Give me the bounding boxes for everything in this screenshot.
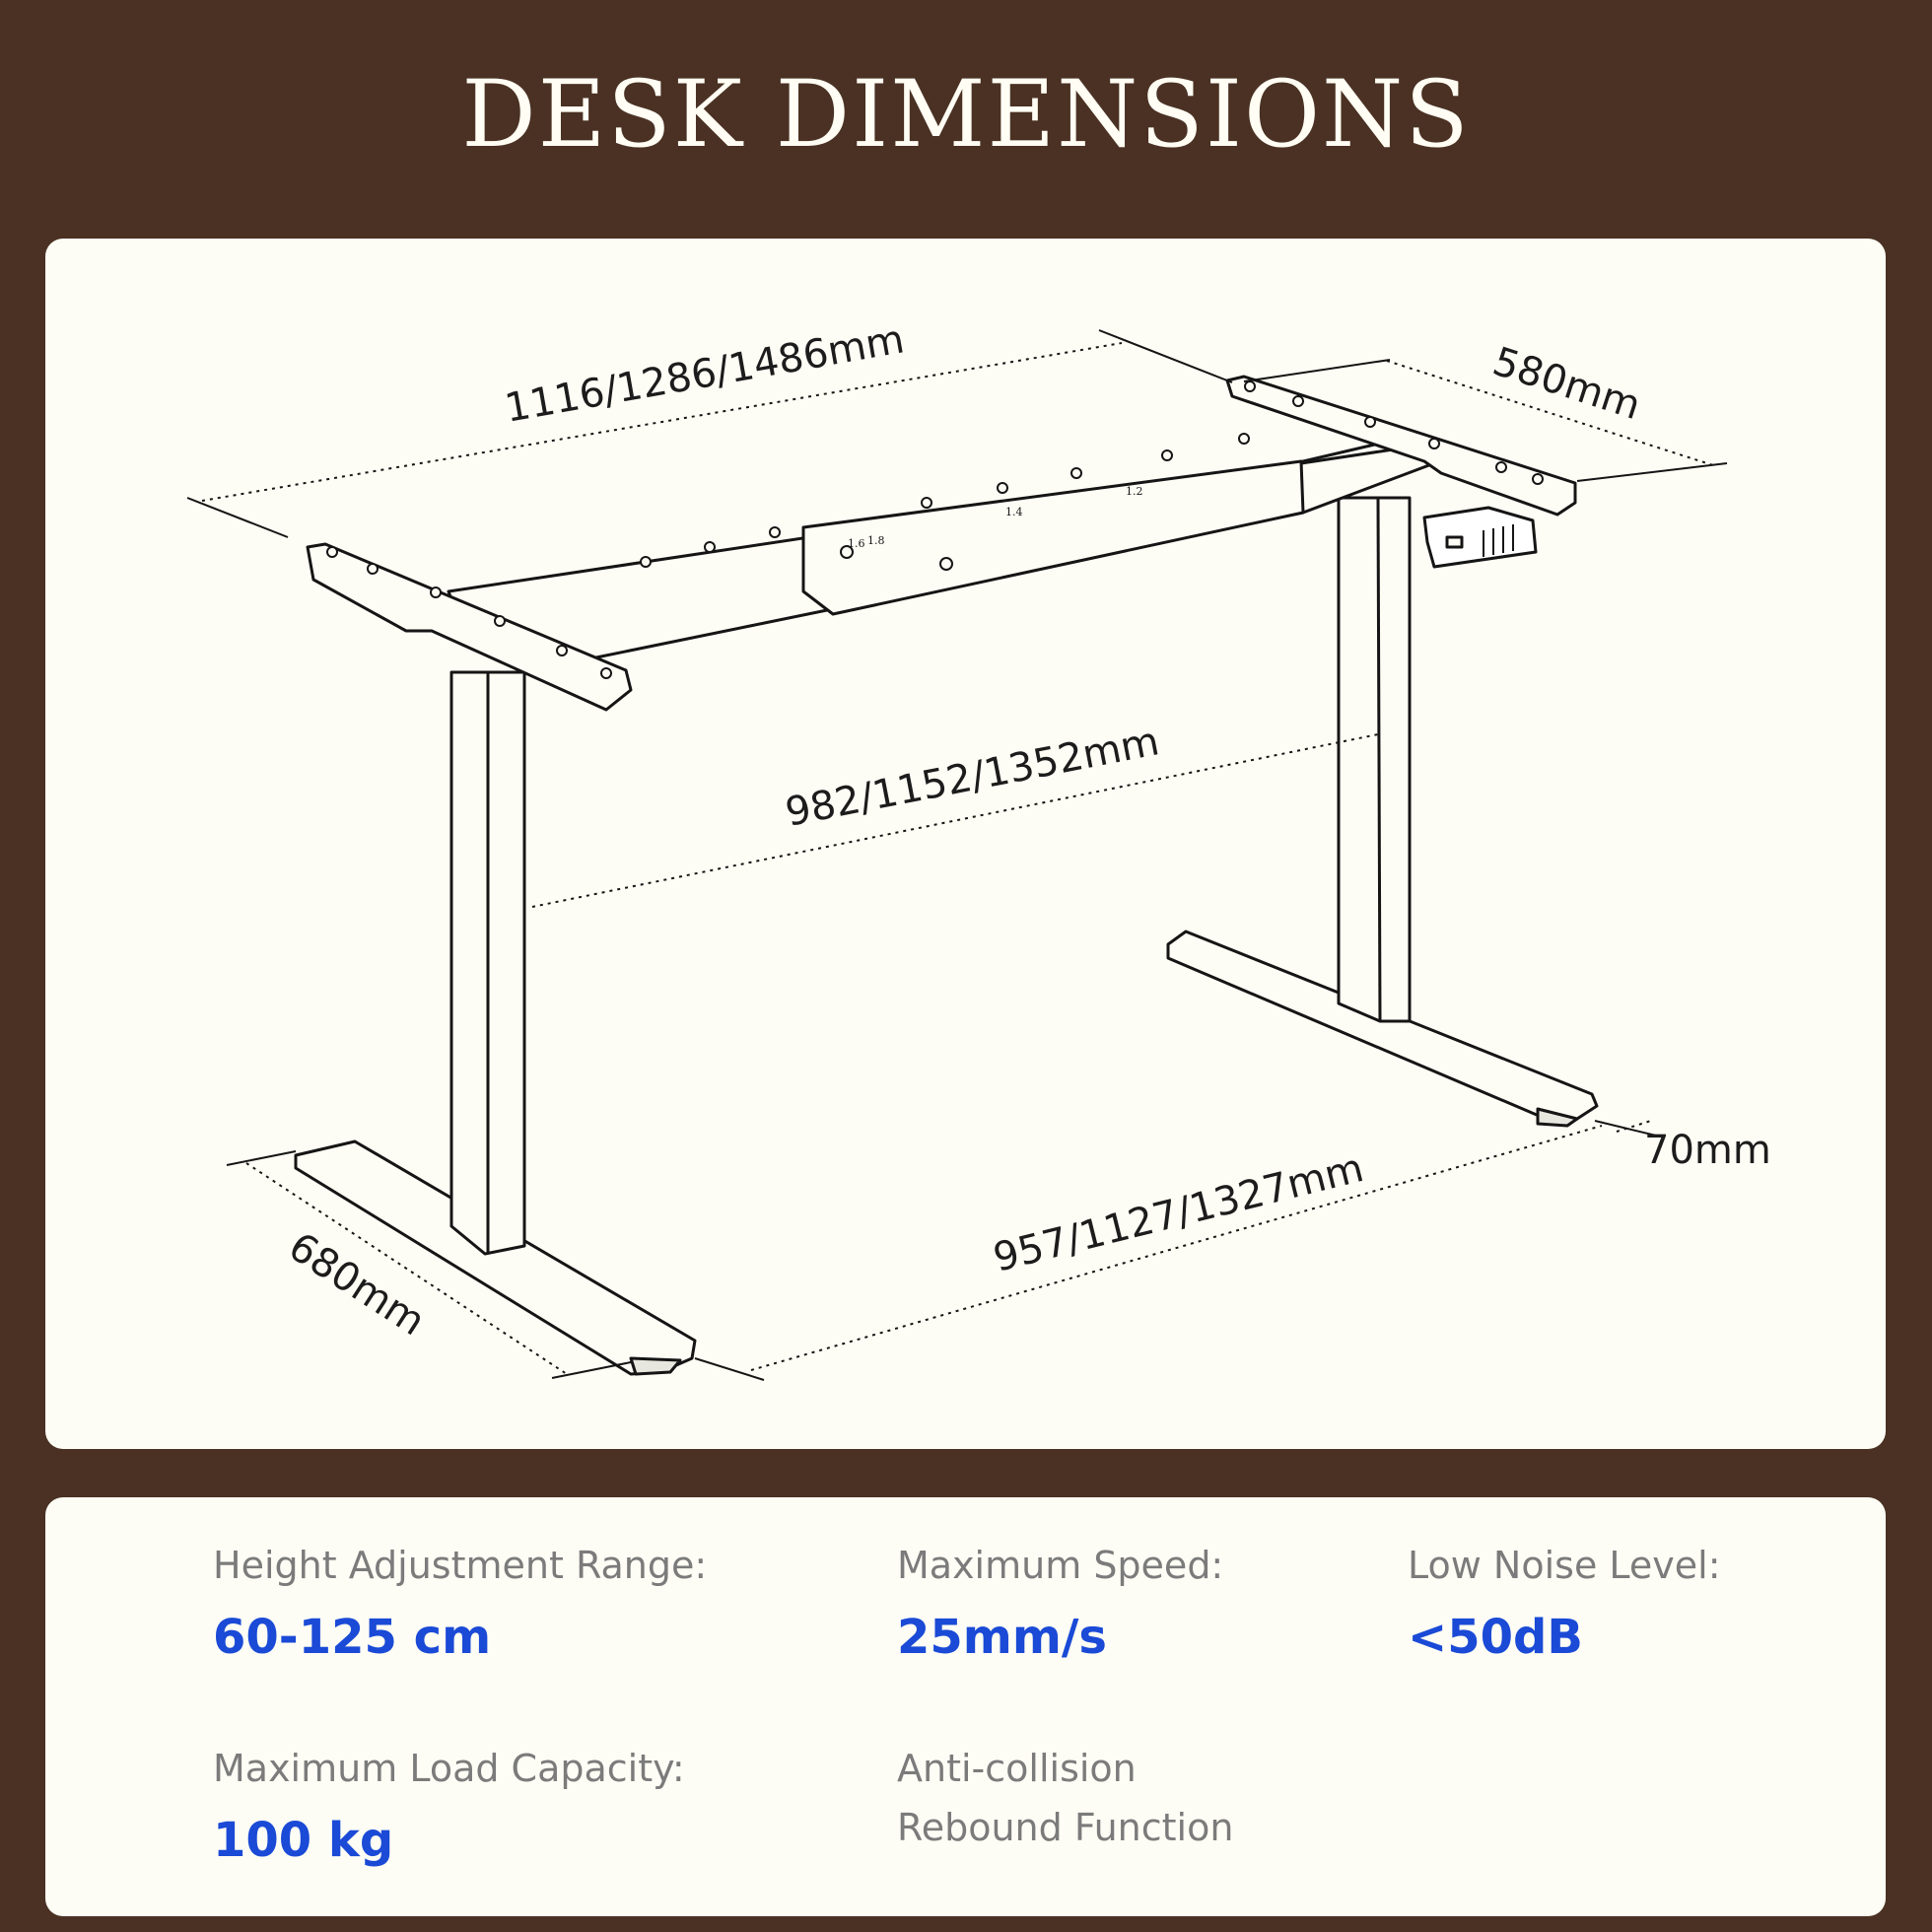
beam-marking: 1.2 xyxy=(1126,485,1143,498)
foot-width-label: 70mm xyxy=(1644,1128,1771,1173)
beam-marking: 1.8 xyxy=(867,534,885,547)
beam-marking: 1.4 xyxy=(1005,506,1023,518)
spec-value: <50dB xyxy=(1408,1610,1583,1665)
page-title: DESK DIMENSIONS xyxy=(461,61,1471,169)
frame-width-label: 1116/1286/1486mm xyxy=(501,316,908,432)
spec-label-line1: Anti-collision xyxy=(897,1747,1137,1790)
left-foot-cap xyxy=(631,1358,680,1374)
control-panel xyxy=(1424,508,1536,567)
spec-load xyxy=(213,1739,685,1875)
spec-label: Maximum Speed: xyxy=(897,1544,1224,1587)
beam-length-label: 982/1152/1352mm xyxy=(782,719,1163,836)
spec-noise xyxy=(1408,1536,1721,1672)
spec-value: 25mm/s xyxy=(897,1610,1107,1665)
right-column xyxy=(1339,498,1410,1021)
spec-label: Height Adjustment Range: xyxy=(213,1544,708,1587)
spec-collision xyxy=(897,1739,1233,1857)
spec-label: Low Noise Level: xyxy=(1408,1544,1721,1587)
spec-height xyxy=(213,1536,707,1672)
foot-length-label: 680mm xyxy=(280,1223,433,1346)
spec-speed xyxy=(897,1536,1223,1672)
foot-spacing-dimension-line xyxy=(751,1126,1602,1370)
spec-label: Maximum Load Capacity: xyxy=(213,1747,685,1790)
spec-value: 100 kg xyxy=(213,1813,394,1868)
frame-depth-label: 580mm xyxy=(1486,338,1646,430)
beam-marking: 1.6 xyxy=(848,537,865,550)
spec-value: 60-125 cm xyxy=(213,1610,492,1665)
foot-spacing-label: 957/1127/1327mm xyxy=(989,1144,1368,1281)
spec-label-line2: Rebound Function xyxy=(897,1806,1234,1849)
